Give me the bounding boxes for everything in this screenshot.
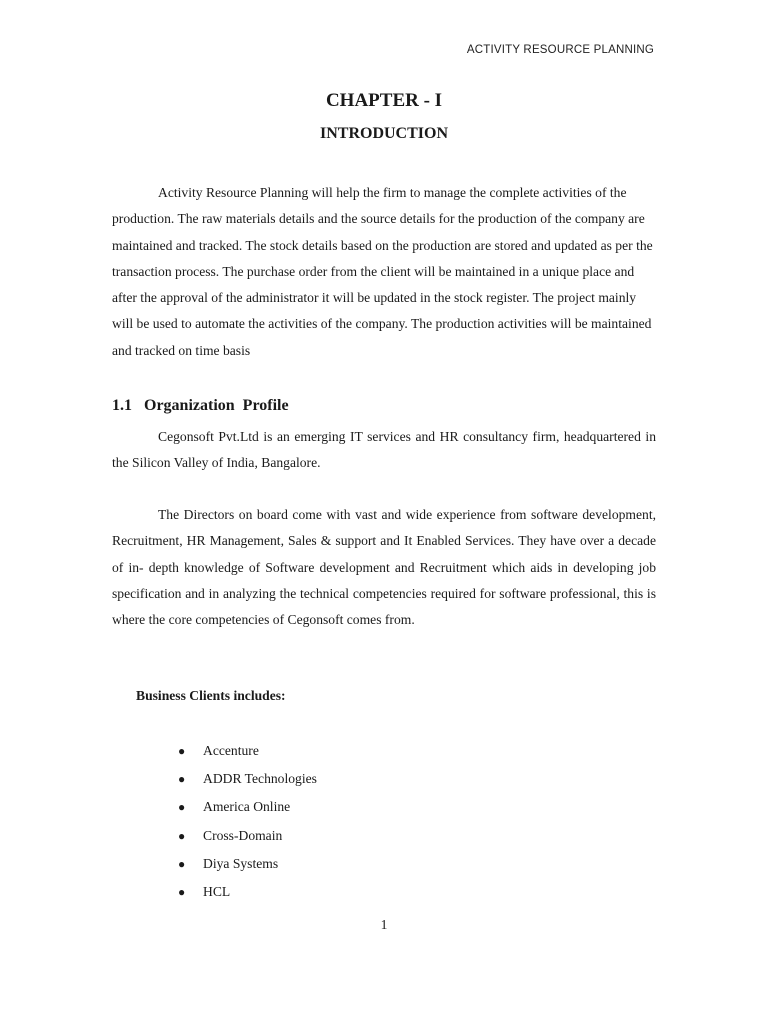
bullet-icon: ● — [178, 800, 186, 815]
page-number: 1 — [380, 917, 388, 932]
list-item — [178, 793, 317, 821]
running-header: ACTIVITY RESOURCE PLANNING — [466, 44, 654, 56]
chapter-title: CHAPTER - I — [325, 90, 443, 111]
section-title: Organization Profile — [144, 397, 289, 414]
section-number: 1.1 — [112, 397, 132, 414]
client-name: Accenture — [203, 743, 259, 759]
profile-paragraph: Cegonsoft Pvt.Ltd is an emerging IT services and HR consultancy firm, headquartered in the Silicon Valley of India, Bangalore. — [112, 429, 656, 471]
client-name: ADDR Technologies — [203, 771, 317, 787]
client-name: Diya Systems — [203, 855, 279, 871]
section-heading — [112, 397, 289, 415]
clients-heading: Business Clients includes: — [136, 688, 286, 703]
client-name: Cross-Domain — [203, 827, 283, 843]
list-item — [178, 765, 317, 793]
bullet-icon: ● — [178, 885, 186, 900]
list-item — [178, 878, 317, 906]
client-name: America Online — [203, 799, 291, 815]
client-name: HCL — [203, 884, 231, 900]
bullet-icon: ● — [178, 828, 186, 843]
bullet-icon: ● — [178, 772, 186, 787]
bullet-icon: ● — [178, 744, 186, 759]
list-item — [178, 822, 317, 850]
list-item — [178, 850, 317, 878]
chapter-subtitle: INTRODUCTION — [319, 125, 448, 142]
intro-paragraph: Activity Resource Planning will help the firm to manage the complete activities of the production. The raw materials details and the source details for the production of the company are maintained and tracked. The stock details based on the production are stored and updated as per the transaction process. The purchase order from the client will be maintained in a unique place and after the approval of the administrator it will be updated in the stock register. The project mainly will be used to automate the activities of the company. The production activities will be maintained and tracked on time basis — [112, 185, 653, 358]
list-item — [178, 737, 317, 765]
bullet-icon: ● — [178, 856, 186, 871]
directors-paragraph: The Directors on board come with vast and wide experience from software development, Recruitment, HR Management, Sales & support and It Enabled Services. They have over a decade of in- depth knowledge of Software development and Recruitment which aids in developing job specification and in analyzing the technical competencies required for software professional, this is where the core competencies of Cegonsoft comes from. — [112, 507, 656, 628]
client-list — [178, 737, 317, 906]
